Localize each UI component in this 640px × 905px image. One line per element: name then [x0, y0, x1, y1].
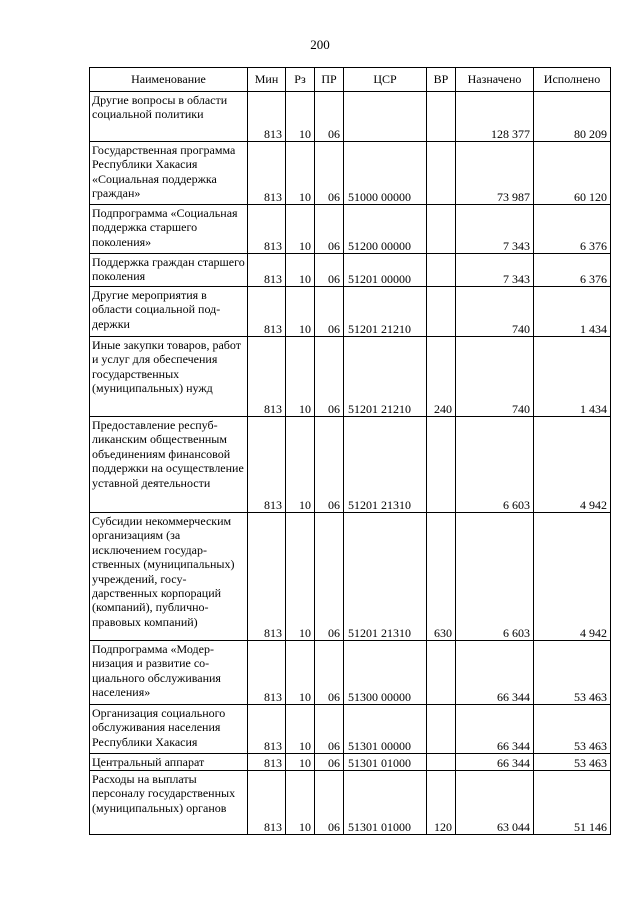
cell-pr: 06 — [315, 92, 344, 142]
cell-name: Подпрограмма «Модернизация и развитие социального обслуживания населения» — [90, 641, 248, 705]
cell-min: 813 — [248, 754, 286, 771]
cell-rz: 10 — [286, 254, 315, 287]
table-row — [90, 754, 611, 771]
cell-name: Центральный аппарат — [90, 754, 248, 771]
cell-assigned: 740 — [456, 287, 534, 337]
table-body — [90, 92, 611, 835]
table-row — [90, 254, 611, 287]
cell-executed: 6 376 — [534, 254, 611, 287]
cell-rz: 10 — [286, 337, 315, 417]
cell-executed: 80 209 — [534, 92, 611, 142]
cell-pr: 06 — [315, 254, 344, 287]
cell-min: 813 — [248, 417, 286, 513]
table-row — [90, 92, 611, 142]
cell-assigned: 73 987 — [456, 142, 534, 205]
cell-min: 813 — [248, 205, 286, 254]
cell-pr: 06 — [315, 142, 344, 205]
cell-name: Субсидии некоммерческим организациям (за исключением государственных (муниципальных) учреждений, государственных корпораций (компаний), публично-правовых компаний) — [90, 513, 248, 641]
cell-csr: 51000 00000 — [344, 142, 427, 205]
cell-min: 813 — [248, 705, 286, 754]
cell-pr: 06 — [315, 337, 344, 417]
cell-csr: 51201 21210 — [344, 287, 427, 337]
table-row — [90, 337, 611, 417]
cell-pr: 06 — [315, 705, 344, 754]
table-row — [90, 142, 611, 205]
page-number: 200 — [310, 37, 330, 52]
cell-min: 813 — [248, 513, 286, 641]
cell-csr: 51201 21310 — [344, 513, 427, 641]
cell-assigned: 7 343 — [456, 254, 534, 287]
cell-pr: 06 — [315, 417, 344, 513]
cell-vr — [427, 287, 456, 337]
table-row — [90, 771, 611, 835]
cell-name: Подпрограмма «Социальная поддержка старшего поколения» — [90, 205, 248, 254]
header-name: Наименование — [90, 68, 248, 92]
cell-executed: 1 434 — [534, 287, 611, 337]
cell-pr: 06 — [315, 513, 344, 641]
cell-vr — [427, 417, 456, 513]
cell-pr: 06 — [315, 641, 344, 705]
cell-executed: 6 376 — [534, 205, 611, 254]
cell-rz: 10 — [286, 771, 315, 835]
cell-assigned: 7 343 — [456, 205, 534, 254]
cell-csr: 51200 00000 — [344, 205, 427, 254]
cell-name: Расходы на выплаты персоналу государственных (муниципальных) органов — [90, 771, 248, 835]
cell-csr: 51300 00000 — [344, 641, 427, 705]
header-csr: ЦСР — [344, 68, 427, 92]
cell-rz: 10 — [286, 92, 315, 142]
cell-executed: 51 146 — [534, 771, 611, 835]
cell-vr — [427, 705, 456, 754]
cell-min: 813 — [248, 337, 286, 417]
cell-assigned: 6 603 — [456, 417, 534, 513]
cell-min: 813 — [248, 771, 286, 835]
cell-assigned: 66 344 — [456, 641, 534, 705]
cell-rz: 10 — [286, 205, 315, 254]
cell-executed: 4 942 — [534, 513, 611, 641]
cell-rz: 10 — [286, 705, 315, 754]
cell-min: 813 — [248, 641, 286, 705]
cell-rz: 10 — [286, 641, 315, 705]
budget-table — [89, 67, 611, 835]
cell-csr: 51301 00000 — [344, 705, 427, 754]
header-row — [90, 68, 611, 92]
table-row — [90, 641, 611, 705]
table-row — [90, 417, 611, 513]
cell-executed: 53 463 — [534, 641, 611, 705]
cell-min: 813 — [248, 254, 286, 287]
cell-rz: 10 — [286, 287, 315, 337]
cell-csr — [344, 92, 427, 142]
cell-vr — [427, 254, 456, 287]
cell-executed: 1 434 — [534, 337, 611, 417]
cell-min: 813 — [248, 287, 286, 337]
cell-name: Иные закупки товаров, работ и услуг для обеспечения государственных (муниципальных) нужд — [90, 337, 248, 417]
cell-vr: 630 — [427, 513, 456, 641]
cell-executed: 53 463 — [534, 705, 611, 754]
cell-name: Организация социального обслуживания населения Республики Хакасия — [90, 705, 248, 754]
cell-csr: 51201 00000 — [344, 254, 427, 287]
cell-pr: 06 — [315, 754, 344, 771]
header-vr: ВР — [427, 68, 456, 92]
cell-pr: 06 — [315, 287, 344, 337]
cell-assigned: 128 377 — [456, 92, 534, 142]
cell-rz: 10 — [286, 142, 315, 205]
cell-assigned: 63 044 — [456, 771, 534, 835]
cell-csr: 51301 01000 — [344, 771, 427, 835]
cell-assigned: 740 — [456, 337, 534, 417]
cell-min: 813 — [248, 92, 286, 142]
cell-name: Государственная программа Республики Хакасия «Социальная поддержка граждан» — [90, 142, 248, 205]
cell-rz: 10 — [286, 754, 315, 771]
cell-csr: 51201 21210 — [344, 337, 427, 417]
cell-name: Другие мероприятия в области социальной поддержки — [90, 287, 248, 337]
cell-vr — [427, 142, 456, 205]
cell-rz: 10 — [286, 417, 315, 513]
cell-pr: 06 — [315, 771, 344, 835]
cell-executed: 4 942 — [534, 417, 611, 513]
cell-vr — [427, 641, 456, 705]
cell-vr: 120 — [427, 771, 456, 835]
cell-name: Предоставление республиканским общественным объединениям финансовой поддержки на осуществление уставной деятельности — [90, 417, 248, 513]
cell-assigned: 6 603 — [456, 513, 534, 641]
cell-pr: 06 — [315, 205, 344, 254]
header-min: Мин — [248, 68, 286, 92]
table-row — [90, 513, 611, 641]
header-executed: Исполнено — [534, 68, 611, 92]
header-assigned: Назначено — [456, 68, 534, 92]
cell-executed: 53 463 — [534, 754, 611, 771]
cell-csr: 51201 21310 — [344, 417, 427, 513]
cell-vr — [427, 754, 456, 771]
cell-vr — [427, 205, 456, 254]
cell-csr: 51301 01000 — [344, 754, 427, 771]
cell-assigned: 66 344 — [456, 754, 534, 771]
table-header — [90, 68, 611, 92]
cell-vr: 240 — [427, 337, 456, 417]
cell-min: 813 — [248, 142, 286, 205]
cell-rz: 10 — [286, 513, 315, 641]
cell-executed: 60 120 — [534, 142, 611, 205]
cell-name: Другие вопросы в области социальной политики — [90, 92, 248, 142]
cell-name: Поддержка граждан старшего поколения — [90, 254, 248, 287]
table-row — [90, 205, 611, 254]
header-rz: Рз — [286, 68, 315, 92]
header-pr: ПР — [315, 68, 344, 92]
cell-assigned: 66 344 — [456, 705, 534, 754]
table-row — [90, 705, 611, 754]
table-row — [90, 287, 611, 337]
cell-vr — [427, 92, 456, 142]
